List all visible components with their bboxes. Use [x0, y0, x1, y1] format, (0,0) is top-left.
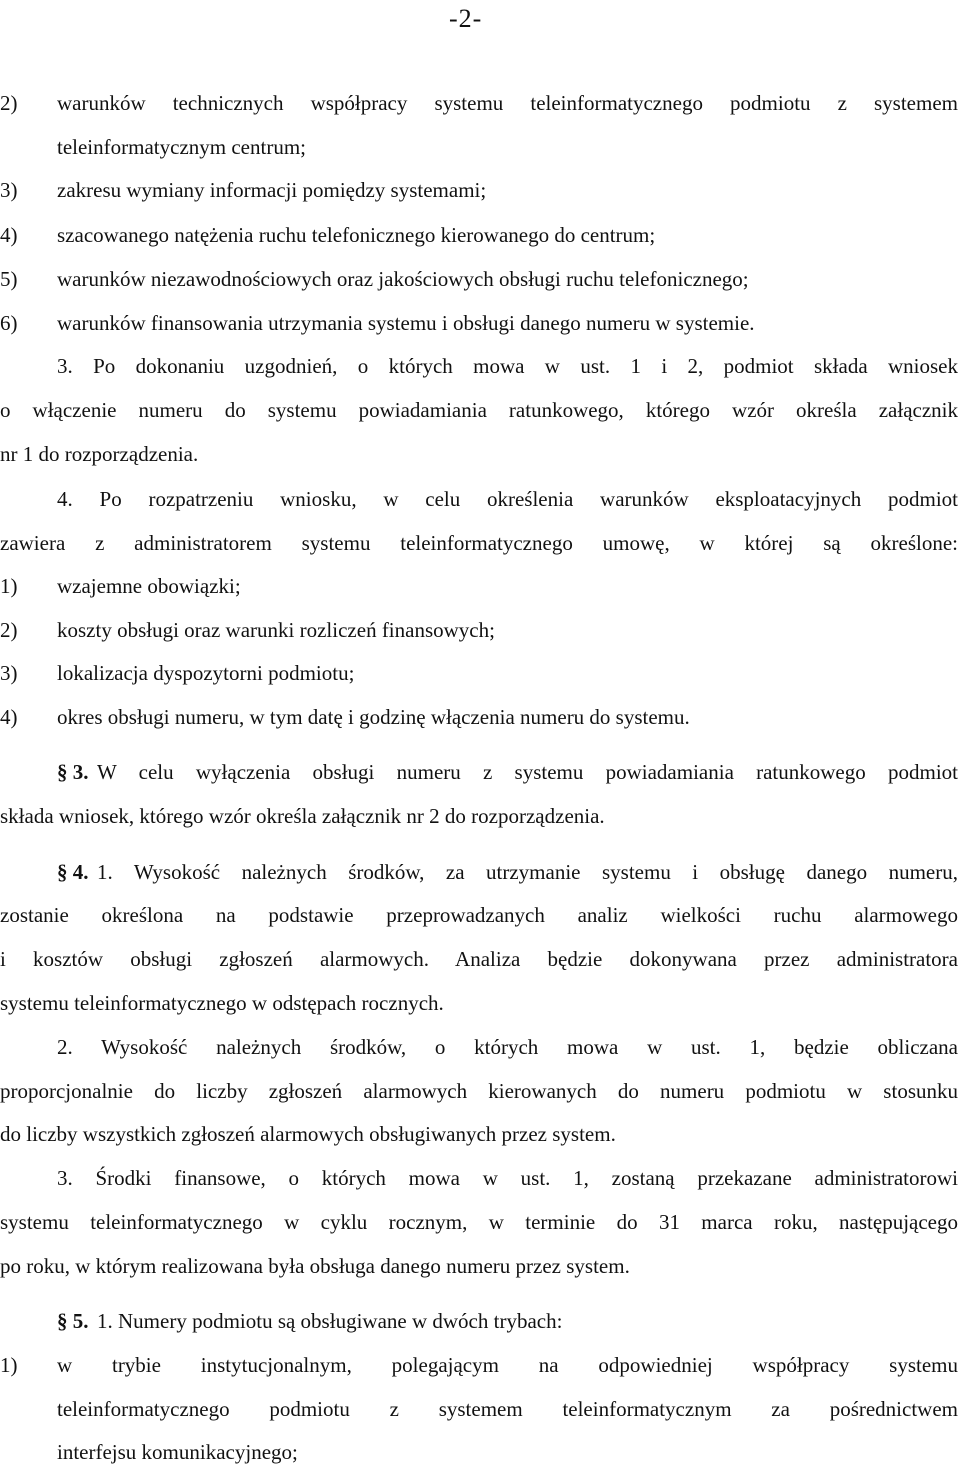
paragraph-text: składa wniosek, którego wzór określa załącznik nr 2 do rozporządzenia.	[0, 804, 605, 828]
section-mark: § 4.	[57, 860, 89, 884]
item-text: w trybie instytucjonalnym, polegającym na odpowiedniej współpracy systemu	[57, 1353, 958, 1377]
paragraph-text: zawiera z administratorem systemu teleinformatycznego umowę, w której są określone:	[0, 531, 958, 555]
item-text: warunków niezawodnościowych oraz jakościowych obsługi ruchu telefonicznego;	[57, 267, 749, 291]
item-number: 6)	[0, 311, 18, 335]
paragraph-text: po roku, w którym realizowana była obsługa danego numeru przez system.	[0, 1254, 630, 1278]
paragraph-text: o włączenie numeru do systemu powiadamiania ratunkowego, którego wzór określa załącznik	[0, 398, 958, 422]
item-text: szacowanego natężenia ruchu telefonicznego kierowanego do centrum;	[57, 223, 656, 247]
section-mark: § 3.	[57, 760, 89, 784]
paragraph-text: 1. Wysokość należnych środków, za utrzymanie systemu i obsługę danego numeru,	[97, 860, 958, 884]
item-number: 1)	[0, 574, 18, 598]
paragraph-text: do liczby wszystkich zgłoszeń alarmowych obsługiwanych przez system.	[0, 1122, 616, 1146]
paragraph-text: 2. Wysokość należnych środków, o których mowa w ust. 1, będzie obliczana	[57, 1035, 958, 1059]
item-number: 5)	[0, 267, 18, 291]
item-number: 4)	[0, 223, 18, 247]
item-text: zakresu wymiany informacji pomiędzy systemami;	[57, 178, 487, 202]
paragraph-text: W celu wyłączenia obsługi numeru z systemu powiadamiania ratunkowego podmiot	[97, 760, 958, 784]
item-text: koszty obsługi oraz warunki rozliczeń finansowych;	[57, 618, 495, 642]
paragraph-text: 3. Środki finansowe, o których mowa w ust. 1, zostaną przekazane administratorowi	[57, 1166, 958, 1190]
item-text: lokalizacja dyspozytorni podmiotu;	[57, 661, 355, 685]
item-text: interfejsu komunikacyjnego;	[57, 1440, 298, 1464]
paragraph-text: 3. Po dokonaniu uzgodnień, o których mowa w ust. 1 i 2, podmiot składa wniosek	[57, 354, 958, 378]
paragraph-text: 4. Po rozpatrzeniu wniosku, w celu określenia warunków eksploatacyjnych podmiot	[57, 487, 958, 511]
paragraph-text: systemu teleinformatycznego w cyklu rocznym, w terminie do 31 marca roku, następującego	[0, 1210, 958, 1234]
page-number: -2-	[449, 4, 483, 33]
paragraph-text: 1. Numery podmiotu są obsługiwane w dwóch trybach:	[97, 1309, 563, 1333]
paragraph-text: systemu teleinformatycznego w odstępach rocznych.	[0, 991, 444, 1015]
item-number: 3)	[0, 661, 18, 685]
paragraph-text: zostanie określona na podstawie przeprowadzanych analiz wielkości ruchu alarmowego	[0, 903, 958, 927]
item-text: warunków technicznych współpracy systemu teleinformatycznego podmiotu z systemem	[57, 91, 958, 115]
item-text: teleinformatycznym centrum;	[57, 135, 306, 159]
item-text: warunków finansowania utrzymania systemu i obsługi danego numeru w systemie.	[57, 311, 755, 335]
section-mark: § 5.	[57, 1309, 89, 1333]
item-number: 1)	[0, 1353, 18, 1377]
item-text: teleinformatycznego podmiotu z systemem teleinformatycznym za pośrednictwem	[57, 1397, 958, 1421]
item-number: 4)	[0, 705, 18, 729]
item-number: 3)	[0, 178, 18, 202]
item-text: wzajemne obowiązki;	[57, 574, 241, 598]
item-text: okres obsługi numeru, w tym datę i godzinę włączenia numeru do systemu.	[57, 705, 690, 729]
paragraph-text: nr 1 do rozporządzenia.	[0, 442, 199, 466]
paragraph-text: i kosztów obsługi zgłoszeń alarmowych. Analiza będzie dokonywana przez administratora	[0, 947, 958, 971]
paragraph-text: proporcjonalnie do liczby zgłoszeń alarmowych kierowanych do numeru podmiotu w stosunku	[0, 1079, 958, 1103]
item-number: 2)	[0, 618, 18, 642]
item-number: 2)	[0, 91, 18, 115]
